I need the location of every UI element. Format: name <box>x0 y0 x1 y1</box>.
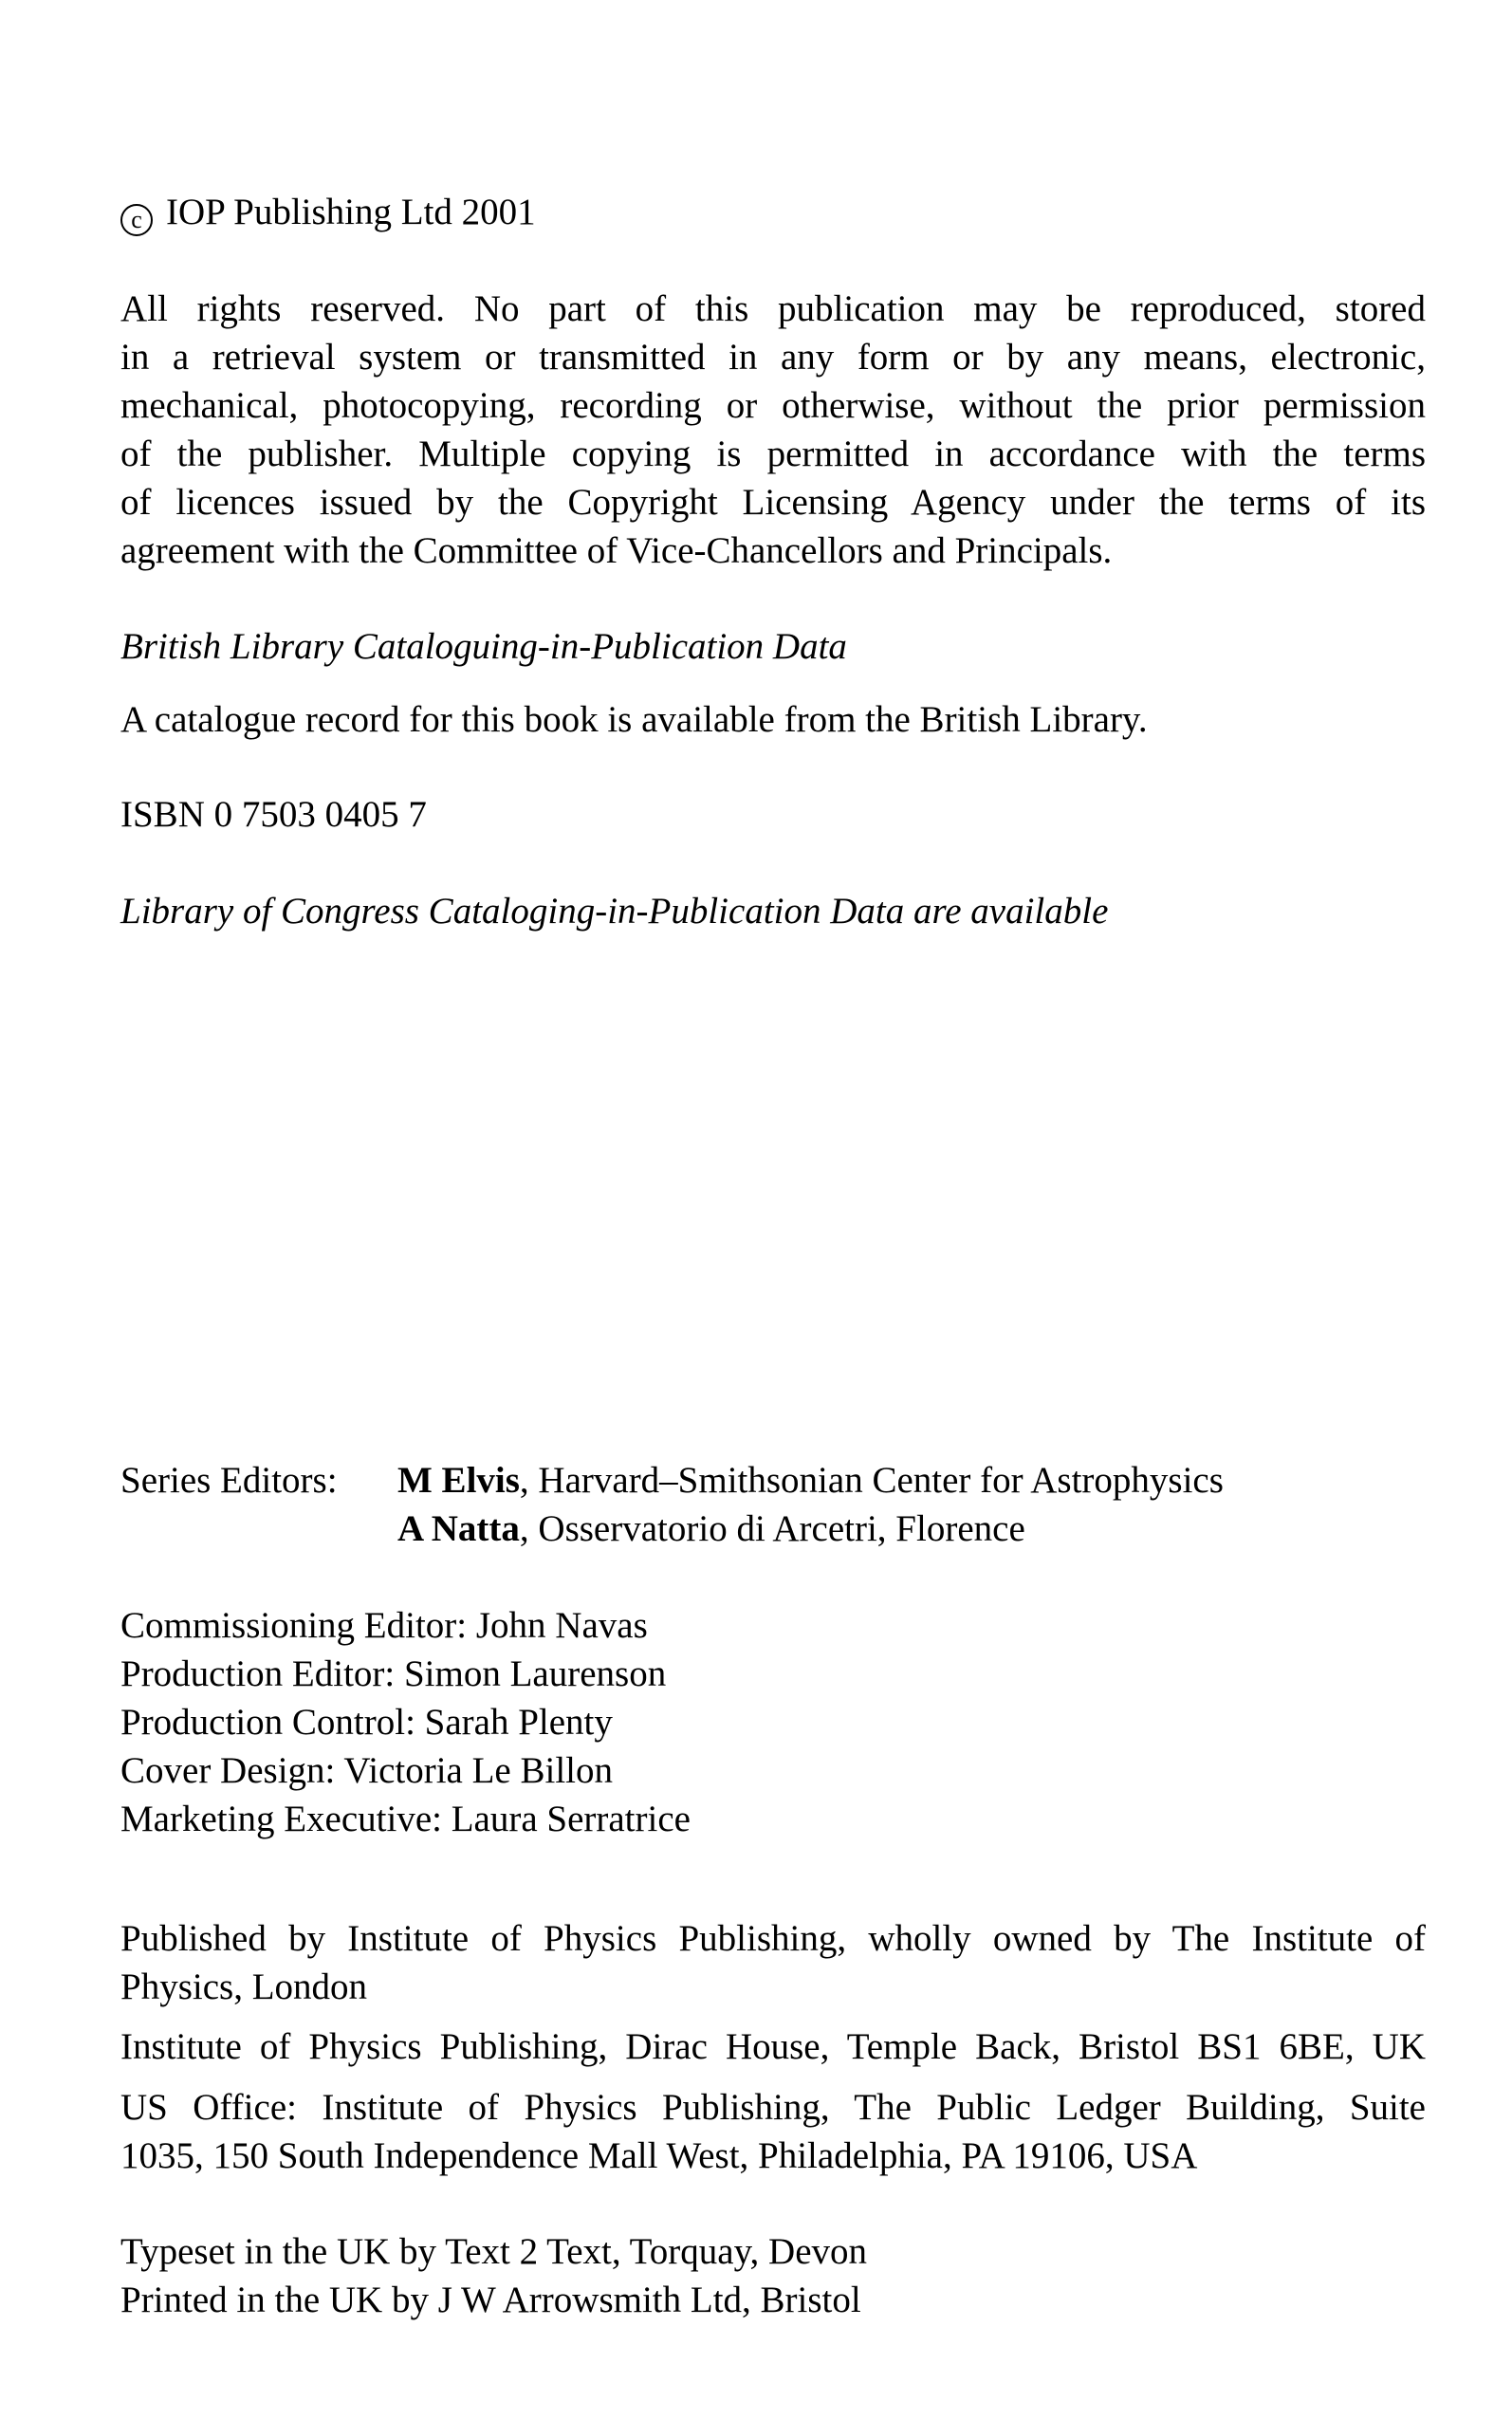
series-editor <box>397 1505 1224 1553</box>
credits <box>120 1601 1426 1843</box>
series-editor <box>397 1456 1224 1505</box>
credit-line: Marketing Executive: Laura Serratrice <box>120 1799 691 1839</box>
british-library-heading: British Library Cataloguing-in-Publication Data <box>120 626 847 667</box>
series-editors-label: Series Editors: <box>120 1460 338 1501</box>
rights-paragraph <box>120 285 1426 575</box>
editor-name: A Natta <box>397 1508 520 1549</box>
published-by-line: Published by Institute of Physics Publishing, wholly owned by The Institute of <box>120 1918 1426 1959</box>
credit-line: Production Editor: Simon Laurenson <box>120 1653 667 1694</box>
rights-line: of the publisher. Multiple copying is permitted in accordance with the terms <box>120 434 1426 474</box>
rights-line: in a retrieval system or transmitted in any form or by any means, electronic, <box>120 337 1426 378</box>
library-of-congress: Library of Congress Cataloging-in-Publication Data are available <box>120 891 1109 932</box>
editor-affiliation: , Harvard–Smithsonian Center for Astrophysics <box>519 1460 1224 1501</box>
copyright-text: IOP Publishing Ltd 2001 <box>166 192 536 232</box>
published-by-line: Physics, London <box>120 1967 368 2007</box>
credit-line: Cover Design: Victoria Le Billon <box>120 1750 614 1791</box>
printing-line: Typeset in the UK by Text 2 Text, Torquay, Devon <box>120 2231 868 2272</box>
us-office <box>120 2083 1426 2180</box>
isbn: ISBN 0 7503 0405 7 <box>120 794 427 835</box>
publisher-address-line: Institute of Physics Publishing, Dirac House, Temple Back, Bristol BS1 6BE, UK <box>120 2026 1426 2067</box>
publisher-address <box>120 2022 1426 2071</box>
editor-name: M Elvis <box>397 1460 520 1501</box>
british-library-text: A catalogue record for this book is available from the British Library. <box>120 699 1148 740</box>
rights-line: All rights reserved. No part of this publication may be reproduced, stored <box>120 288 1426 329</box>
printing-line: Printed in the UK by J W Arrowsmith Ltd, Bristol <box>120 2280 861 2320</box>
rights-line: of licences issued by the Copyright Licensing Agency under the terms of its <box>120 482 1426 523</box>
printing-info <box>120 2227 1426 2324</box>
copyright-icon: c <box>120 204 153 236</box>
rights-line: mechanical, photocopying, recording or otherwise, without the prior permission <box>120 385 1426 426</box>
published-by <box>120 1914 1426 2011</box>
copyright-page <box>120 0 1426 2419</box>
copyright-line <box>120 188 1426 236</box>
series-editors <box>120 1456 1426 1553</box>
rights-line: agreement with the Committee of Vice-Chancellors and Principals. <box>120 530 1113 571</box>
us-office-line: US Office: Institute of Physics Publishing, The Public Ledger Building, Suite <box>120 2087 1426 2128</box>
editor-affiliation: , Osservatorio di Arcetri, Florence <box>519 1508 1025 1549</box>
credit-line: Commissioning Editor: John Navas <box>120 1605 648 1646</box>
series-editors-list <box>397 1456 1224 1553</box>
credit-line: Production Control: Sarah Plenty <box>120 1702 613 1743</box>
us-office-line: 1035, 150 South Independence Mall West, Philadelphia, PA 19106, USA <box>120 2135 1198 2176</box>
